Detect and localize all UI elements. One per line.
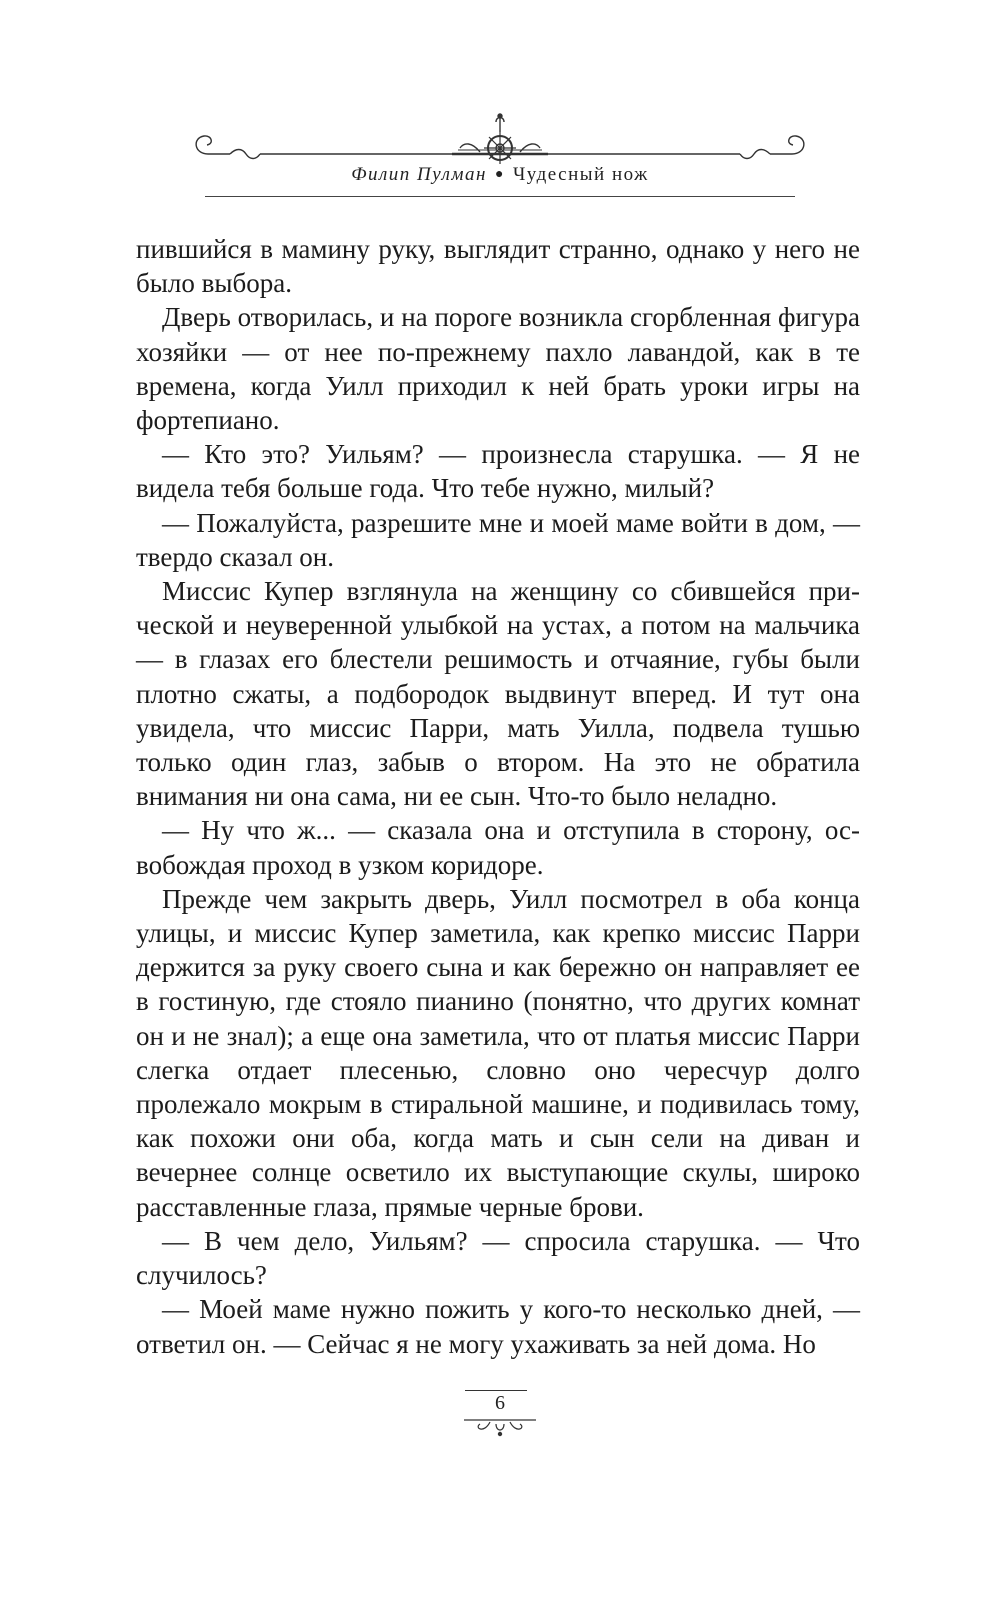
page-number-rule	[465, 1390, 527, 1391]
dialogue-paragraph: — Пожалуйста, разрешите мне и моей маме войти в дом, — твердо сказал он.	[136, 507, 860, 572]
dialogue-paragraph: — Ну что ж... — сказала она и отступила в сторону, освобождая проход в узком коридоре.	[136, 815, 860, 880]
paragraph: Дверь отворилась, и на пороге возникла сгорбленная фигура хозяйки — от нее по-прежнему пахло лавандой, как в те времена, когда Уилл приходил к ней брать уроки игры на фортепиано.	[136, 302, 860, 436]
header-ornament-wheel	[190, 112, 810, 172]
running-head-author: Филип Пулман	[351, 164, 487, 185]
paragraph: Миссис Купер взглянула на женщину со сбившейся прической и неуверенной улыбкой на устах, а потом на мальчика — в глазах его блестели решимость и отчаяние, губы были плотно сжаты, а подбородок выдвинут вперед. И тут она увидела, что миссис Парри, мать Уилла, подвела тушью только один глаз, забыв о втором. На это не обратила внимания ни она сама, ни ее сын. Что-то было неладно.	[136, 576, 860, 812]
header-rule	[205, 196, 795, 197]
body-text	[136, 232, 860, 1361]
dialogue-paragraph: — Моей маме нужно пожить у кого-то несколько дней, — ответил он. — Сейчас я не могу ухаживать за ней дома. Но	[136, 1294, 860, 1359]
paragraph: Прежде чем закрыть дверь, Уилл посмотрел в оба конца улицы, и миссис Купер заметила, как крепко миссис Парри держится за руку своего сына и как бережно он направляет ее в гостиную, где стояло пианино (понятно, что других комнат он и не знал); а еще она заметила, что от платья миссис Парри слегка отдает плесенью, словно оно чересчур долго пролежало мокрым в стиральной машине, и подивилась тому, как похожи они оба, когда мать и сын сели на диван и вечернее солнце осветило их выступающие скулы, широко расставленные глаза, прямые черные брови.	[136, 883, 860, 1222]
dialogue-paragraph: — Кто это? Уильям? — произнесла старушка. — Я не видела тебя больше года. Что тебе нужно, милый?	[136, 439, 860, 504]
running-head	[0, 164, 1000, 186]
dialogue-paragraph: — В чем дело, Уильям? — спросила старушка. — Что случилось?	[136, 1225, 860, 1291]
footer-ornament	[460, 1414, 540, 1438]
page-number: 6	[495, 1392, 505, 1414]
running-head-separator: ●	[494, 167, 505, 182]
running-head-title: Чудесный нож	[512, 164, 649, 185]
paragraph-continuation: пившийся в мамину руку, выглядит странно, однако у него не было выбора.	[136, 234, 860, 299]
